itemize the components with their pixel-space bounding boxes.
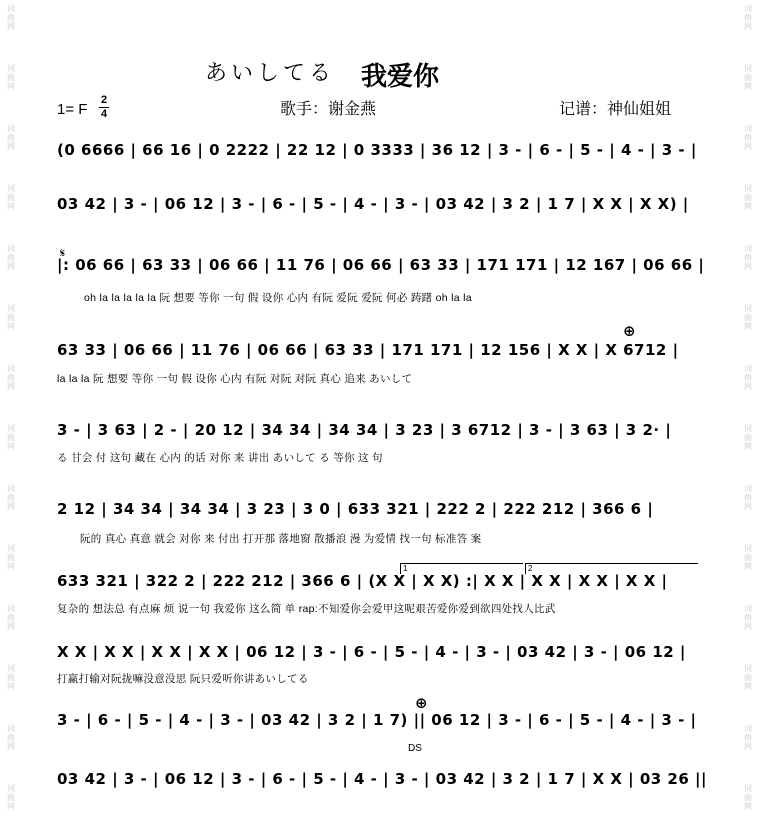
score-row-1-notes: (0 6666 | 66 16 | 0 2222 | 22 12 | 0 3333 | 36 12 | 3 - | 6 - | 5 - | 4 - | 3 - | [57,141,697,159]
score-row-3-notes: |: 06 66 | 63 33 | 06 66 | 11 76 | 06 66 | 63 33 | 171 171 | 12 167 | 06 66 | [57,256,705,274]
watermark-char: 网 [744,622,752,631]
score-row-10-notes: 03 42 | 3 - | 06 12 | 3 - | 6 - | 5 - | 4 - | 3 - | 03 42 | 3 2 | 1 7 | X X | 03 26 || [57,770,707,788]
watermark-group [3,544,19,571]
watermark-char: 曲 [7,133,15,142]
watermark-char: 网 [7,442,15,451]
watermark-group [3,184,19,211]
watermark-char: 词 [7,784,15,793]
watermark-char: 曲 [7,673,15,682]
watermark-group [740,724,756,751]
watermark-group [740,304,756,331]
watermark-char: 曲 [744,193,752,202]
watermark-char: 曲 [7,493,15,502]
watermark-char: 网 [744,442,752,451]
watermark-char: 词 [744,544,752,553]
watermark-char: 词 [744,64,752,73]
watermark-char: 曲 [744,13,752,22]
watermark-group [3,604,19,631]
watermark-char: 曲 [744,553,752,562]
watermark-char: 曲 [7,313,15,322]
watermark-group [3,784,19,811]
watermark-char: 曲 [7,13,15,22]
watermark-char: 网 [744,202,752,211]
watermark-char: 曲 [744,493,752,502]
watermark-char: 曲 [7,553,15,562]
score-row-6-lyrics: 阮的 真心 真意 就会 对你 来 付出 打开那 落地窗 散播浪 漫 为爱情 找一句 标准答 案 [80,533,482,545]
watermark-char: 词 [744,604,752,613]
watermark-char: 网 [744,682,752,691]
coda-icon-2: ⊕ [415,695,428,712]
score-row-5-lyrics: る 甘会 付 这句 藏在 心内 的话 对你 来 讲出 あいして る 等你 这 句 [57,452,383,464]
meter-bottom: 4 [100,108,108,120]
watermark-char: 词 [7,184,15,193]
watermark-char: 词 [7,544,15,553]
score-row-2-notes: 03 42 | 3 - | 06 12 | 3 - | 6 - | 5 - | 4 - | 3 - | 03 42 | 3 2 | 1 7 | X X | X X) | [57,195,689,213]
watermark-group [740,604,756,631]
watermark-char: 词 [7,244,15,253]
watermark-char: 曲 [744,613,752,622]
watermark-char: 网 [7,622,15,631]
score-row-4-notes: 63 33 | 06 66 | 11 76 | 06 66 | 63 33 | 171 171 | 12 156 | X X | X 6712 | [57,341,679,359]
watermark-char: 网 [744,502,752,511]
watermark-group [740,544,756,571]
watermark-char: 词 [7,484,15,493]
watermark-char: 词 [744,664,752,673]
watermark-group [740,124,756,151]
watermark-char: 网 [744,802,752,811]
score-row-7-lyrics: 复杂的 想法总 有点麻 烦 说一句 我爱你 这么简 单 rap:不知爱你会爱甲这呢艰苦爱你爱到欲四处找人比武 [57,603,556,615]
watermark-char: 曲 [7,253,15,262]
watermark-char: 网 [7,22,15,31]
watermark-group [3,724,19,751]
watermark-group [740,424,756,451]
watermark-char: 网 [7,562,15,571]
watermark-char: 词 [7,604,15,613]
watermark-char: 网 [744,82,752,91]
watermark-group [740,364,756,391]
watermark-group [740,484,756,511]
watermark-char: 曲 [7,193,15,202]
watermark-char: 网 [7,202,15,211]
watermark-group [3,64,19,91]
scribe-credit: 记谱：神仙姐姐 [559,101,672,118]
watermark-char: 网 [7,742,15,751]
watermark-right [740,0,756,832]
watermark-char: 网 [7,382,15,391]
watermark-char: 曲 [7,373,15,382]
watermark-group [3,364,19,391]
watermark-char: 网 [7,502,15,511]
watermark-char: 网 [744,562,752,571]
singer-credit: 歌手：谢金燕 [280,101,377,118]
watermark-char: 网 [7,262,15,271]
coda-icon: ⊕ [623,323,636,340]
score-row-5-notes: 3 - | 3 63 | 2 - | 20 12 | 34 34 | 34 34 | 3 23 | 3 6712 | 3 - | 3 63 | 3 2· | [57,421,672,439]
watermark-char: 网 [7,322,15,331]
watermark-char: 词 [744,724,752,733]
watermark-char: 网 [744,742,752,751]
score-row-9-notes: 3 - | 6 - | 5 - | 4 - | 3 - | 03 42 | 3 2 | 1 7) || 06 12 | 3 - | 6 - | 5 - | 4 - | 3 - | [57,711,697,729]
watermark-char: 网 [7,682,15,691]
watermark-char: 词 [744,484,752,493]
title-chinese: 我爱你 [361,61,440,91]
ds-mark: DS [408,743,422,754]
watermark-char: 词 [7,124,15,133]
watermark-group [3,4,19,31]
title-japanese: あいしてる [205,61,336,86]
watermark-group [3,664,19,691]
watermark-char: 词 [744,124,752,133]
key-signature: 1= F [57,101,88,118]
watermark-char: 曲 [744,733,752,742]
volta-2: 2 [525,563,698,574]
watermark-group [3,124,19,151]
volta-1: 1 [400,563,523,574]
watermark-char: 曲 [7,793,15,802]
score-row-6-notes: 2 12 | 34 34 | 34 34 | 3 23 | 3 0 | 633 321 | 222 2 | 222 212 | 366 6 | [57,500,654,518]
watermark-char: 词 [7,364,15,373]
watermark-group [3,304,19,331]
watermark-group [740,244,756,271]
watermark-char: 词 [7,64,15,73]
watermark-char: 词 [7,424,15,433]
watermark-char: 词 [7,4,15,13]
watermark-char: 曲 [7,73,15,82]
watermark-char: 网 [744,262,752,271]
score-row-3-lyrics: oh la la la la la 阮 想要 等你 一句 假 设你 心内 有阮 爱阮 爱阮 何必 踌躇 oh la la [84,292,472,304]
watermark-char: 词 [744,304,752,313]
watermark-char: 曲 [744,313,752,322]
watermark-group [3,244,19,271]
watermark-char: 曲 [744,373,752,382]
watermark-char: 网 [7,802,15,811]
watermark-left [3,0,19,832]
watermark-char: 网 [7,142,15,151]
watermark-char: 曲 [7,613,15,622]
watermark-group [740,64,756,91]
watermark-char: 曲 [744,253,752,262]
watermark-char: 曲 [7,433,15,442]
score-row-7-notes: 633 321 | 322 2 | 222 212 | 366 6 | (X X | X X) :| X X | X X | X X | X X | [57,572,668,590]
watermark-char: 网 [744,142,752,151]
watermark-char: 曲 [744,673,752,682]
watermark-char: 词 [7,664,15,673]
time-signature [99,95,109,120]
watermark-char: 曲 [7,733,15,742]
watermark-char: 词 [7,304,15,313]
score-row-8-notes: X X | X X | X X | X X | 06 12 | 3 - | 6 - | 5 - | 4 - | 3 - | 03 42 | 3 - | 06 12 | [57,643,686,661]
watermark-char: 词 [744,784,752,793]
watermark-char: 曲 [744,793,752,802]
score-row-8-lyrics: 打赢打输对阮拢嘛没意没思 阮只爱听你讲あいしてる [57,673,309,685]
watermark-char: 词 [744,424,752,433]
watermark-char: 曲 [744,73,752,82]
watermark-char: 网 [744,382,752,391]
score-row-4-lyrics: la la la 阮 想要 等你 一句 假 设你 心内 有阮 对阮 对阮 真心 追来 あいして [57,373,413,385]
watermark-char: 词 [7,724,15,733]
watermark-char: 网 [7,82,15,91]
watermark-char: 网 [744,322,752,331]
watermark-char: 网 [744,22,752,31]
watermark-char: 词 [744,184,752,193]
watermark-char: 词 [744,364,752,373]
watermark-group [740,784,756,811]
watermark-group [740,4,756,31]
segno-icon: 𝄋 [60,246,66,260]
watermark-group [740,664,756,691]
watermark-group [3,424,19,451]
meter-top: 2 [100,94,108,106]
watermark-char: 曲 [744,433,752,442]
watermark-group [3,484,19,511]
watermark-char: 词 [744,4,752,13]
watermark-group [740,184,756,211]
watermark-char: 词 [744,244,752,253]
watermark-char: 曲 [744,133,752,142]
